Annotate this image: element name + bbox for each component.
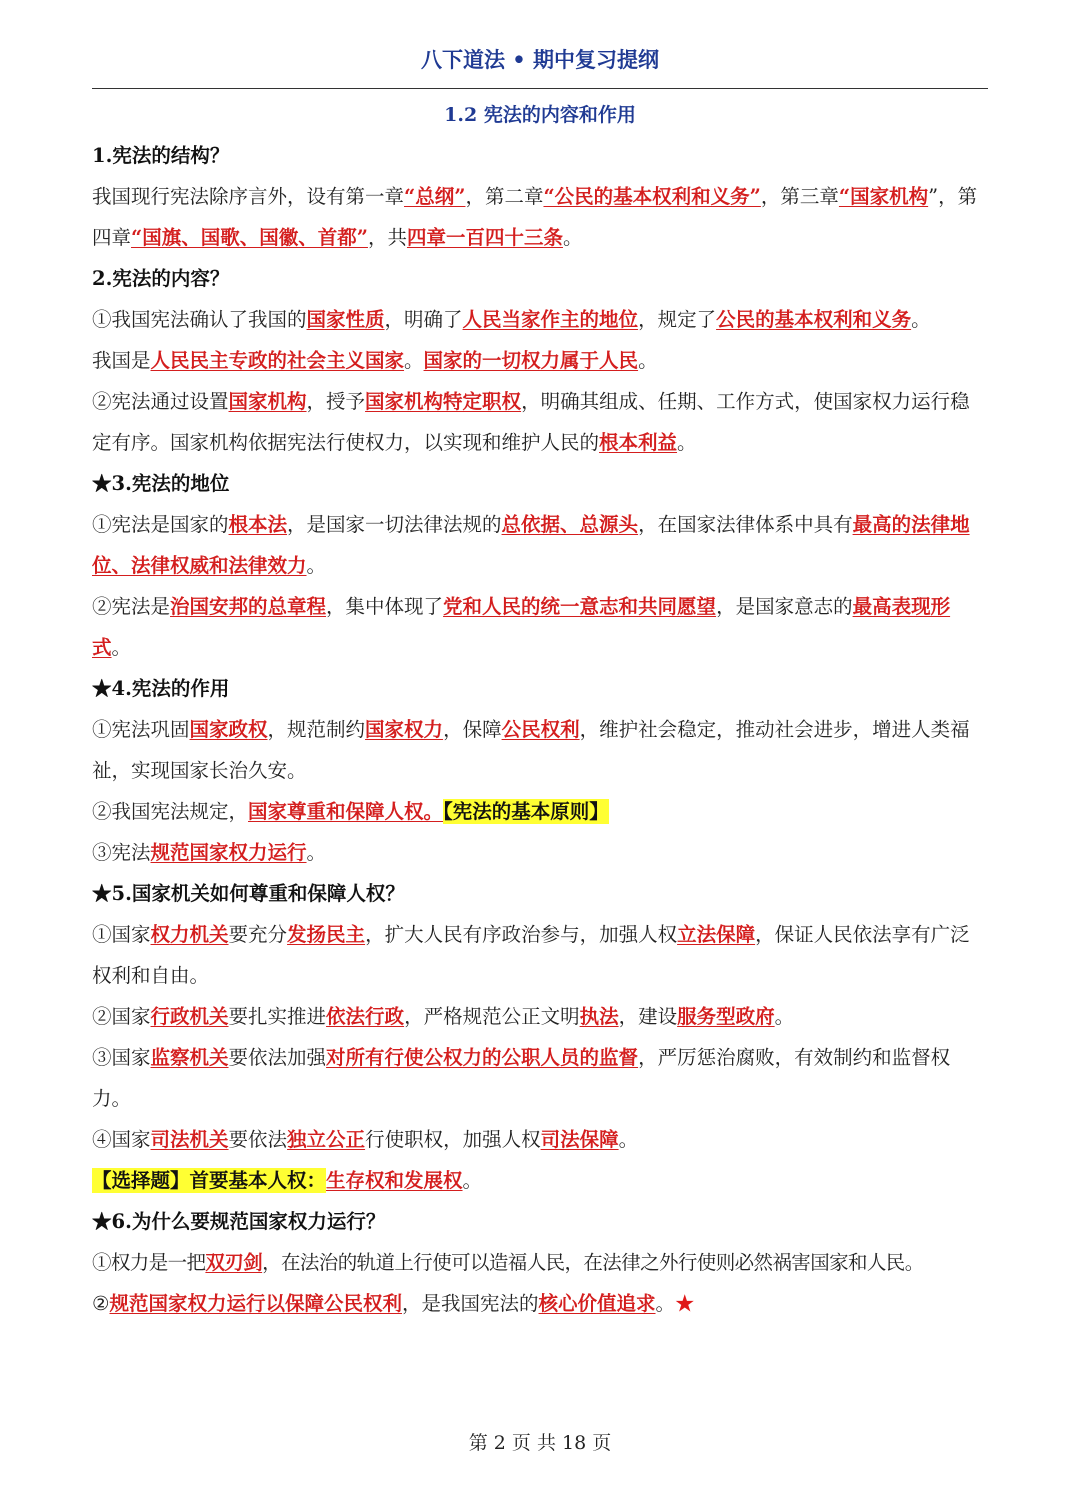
document-header: 八下道法 • 期中复习提纲: [420, 47, 660, 72]
text: ，建设: [618, 1005, 678, 1028]
key-term: 行政机关: [150, 1005, 229, 1028]
text: ，规范制约: [267, 718, 366, 741]
text: 。: [677, 431, 697, 454]
text: ，是我国宪法的: [402, 1292, 539, 1315]
text: ，授予: [306, 390, 366, 413]
highlight-label: 【选择题】首要基本人权：: [92, 1169, 327, 1192]
question-1-answer: [92, 176, 988, 258]
text: ，是国家一切法律法规的: [287, 513, 502, 536]
key-term: 人民民主专政的社会主义国家: [150, 349, 405, 372]
key-term: 立法保障: [677, 923, 756, 946]
text: 。: [562, 226, 583, 249]
question-4-point-3: [92, 832, 988, 873]
text: ，第三章: [760, 185, 839, 208]
key-term: 生存权和发展权: [326, 1169, 463, 1192]
question-3-point-2: [92, 586, 988, 668]
text: ，保障: [443, 718, 502, 741]
key-term: 国家政权: [189, 718, 268, 741]
section-title: 1.2 宪法的内容和作用: [444, 104, 636, 126]
text: ，明确其组成、任期、工作方式，使国家权力运行稳定有序。国家机构依据宪法行使权力，以实现和维护人民的: [92, 390, 970, 454]
text: 要依法: [228, 1128, 288, 1151]
text: ①权力是一把: [92, 1251, 206, 1274]
key-term: 最高的法律地位、法律权威和法律效力: [92, 513, 970, 577]
question-2-point-1b: [92, 340, 988, 381]
text: ，扩大人民有序政治参与，加强人权: [365, 923, 678, 946]
text: ，严格规范公正文明: [404, 1005, 580, 1028]
key-term: “国家机构: [838, 185, 929, 208]
text: 。: [911, 308, 931, 331]
key-term: 权力机关: [150, 923, 229, 946]
text: ，共: [367, 226, 407, 249]
text: ①国家: [92, 923, 151, 946]
key-term: 服务型政府: [677, 1005, 775, 1028]
text: ②国家: [92, 1005, 151, 1028]
text: ①宪法巩固: [92, 718, 190, 741]
key-term: 最高表现形式: [92, 595, 951, 659]
text: ，规定了: [638, 308, 717, 331]
key-term: 党和人民的统一意志和共同愿望: [443, 595, 717, 618]
key-term: 独立公正: [287, 1128, 366, 1151]
key-term: 依法行政: [326, 1005, 405, 1028]
question-5-point-4: [92, 1119, 988, 1160]
question-5-point-1: [92, 914, 988, 996]
text: 。: [774, 1005, 795, 1028]
header-divider: [92, 88, 988, 89]
question-3-point-1: [92, 504, 988, 586]
key-term: 规范国家权力运行: [150, 841, 307, 864]
question-2-point-1: [92, 299, 988, 340]
text: ④国家: [92, 1128, 151, 1151]
outline-content: [92, 135, 988, 1324]
question-2-point-2: [92, 381, 988, 463]
text: ，维护社会稳定，推动社会进步，增进人类福祉，实现国家长治久安。: [92, 718, 970, 782]
text: 要依法加强: [228, 1046, 327, 1069]
text: ”，第四章: [92, 185, 978, 249]
text: ①宪法是国家的: [92, 513, 229, 536]
key-term: 监察机关: [150, 1046, 229, 1069]
text: 要充分: [228, 923, 288, 946]
text: ①我国宪法确认了我国的: [92, 308, 307, 331]
text: 我国是: [92, 349, 151, 372]
key-term: 司法保障: [540, 1128, 619, 1151]
key-term: 发扬民主: [287, 923, 366, 946]
question-5-point-2: [92, 996, 988, 1037]
key-term: 公民的基本权利和义务: [716, 308, 912, 331]
text: ，在法治的轨道上行使可以造福人民，在法律之外行使则必然祸害国家和人民。: [262, 1251, 924, 1274]
key-term: 国家性质: [306, 308, 385, 331]
key-term: 公民权利: [501, 718, 580, 741]
text: ③国家: [92, 1046, 151, 1069]
key-term: 国家权力: [365, 718, 444, 741]
text: ，第二章: [465, 185, 544, 208]
key-term: 规范国家权力运行以保障公民权利: [109, 1292, 402, 1315]
text: ②: [92, 1292, 110, 1315]
text: ，集中体现了: [326, 595, 444, 618]
text: ，保证人民依法享有广泛权利和自由。: [92, 923, 970, 987]
key-term: 总依据、总源头: [501, 513, 639, 536]
star-icon: ★: [675, 1292, 695, 1315]
text: 我国现行宪法除序言外，设有第一章: [92, 185, 405, 208]
key-term: “公民的基本权利和义务”: [543, 185, 761, 208]
page-number: 第 2 页 共 18 页: [468, 1432, 612, 1454]
question-6-point-1: [92, 1242, 988, 1283]
question-4-title: ★4.宪法的作用: [92, 677, 230, 700]
text: 。: [618, 1128, 639, 1151]
text: 。: [638, 349, 658, 372]
key-term: 对所有行使公权力的公职人员的监督: [326, 1046, 639, 1069]
key-term: 国家的一切权力属于人民: [423, 349, 639, 372]
text: 行使职权，加强人权: [365, 1128, 541, 1151]
key-term: 人民当家作主的地位: [462, 308, 639, 331]
text: 。: [462, 1169, 483, 1192]
text: 。: [111, 636, 132, 659]
key-term: 根本法: [228, 513, 288, 536]
text: 。: [655, 1292, 676, 1315]
text: ，严厉惩治腐败，有效制约和监督权力。: [92, 1046, 951, 1110]
key-term: 司法机关: [150, 1128, 229, 1151]
question-5-point-3: [92, 1037, 988, 1119]
key-term: “国旗、国歌、国徽、首都”: [131, 226, 368, 249]
key-term: 核心价值追求: [538, 1292, 656, 1315]
text: ②宪法通过设置: [92, 390, 229, 413]
question-5-title: ★5.国家机关如何尊重和保障人权？: [92, 882, 405, 905]
text: 要扎实推进: [228, 1005, 327, 1028]
question-6-point-2: [92, 1283, 988, 1324]
question-4-point-2: [92, 791, 988, 832]
question-3-title: ★3.宪法的地位: [92, 472, 230, 495]
key-term: 执法: [579, 1005, 619, 1028]
key-term: “总纲”: [404, 185, 466, 208]
highlight-label: 【宪法的基本原则】: [443, 800, 609, 823]
question-4-point-1: [92, 709, 988, 791]
text: ②宪法是: [92, 595, 171, 618]
question-2-title: 2.宪法的内容？: [92, 267, 230, 290]
text: ③宪法: [92, 841, 151, 864]
question-5-note: [92, 1160, 988, 1201]
text: 。: [404, 349, 424, 372]
key-term: 国家机构特定职权: [365, 390, 522, 413]
key-term: 双刃剑: [205, 1251, 263, 1274]
key-term: 根本利益: [599, 431, 678, 454]
question-6-title: ★6.为什么要规范国家权力运行？: [92, 1210, 386, 1233]
text: 。: [306, 554, 327, 577]
key-term: 国家尊重和保障人权。: [248, 800, 444, 823]
text: 。: [306, 841, 327, 864]
key-term: 治国安邦的总章程: [170, 595, 327, 618]
text: ，明确了: [384, 308, 463, 331]
key-term: 四章一百四十三条: [406, 226, 563, 249]
text: ，在国家法律体系中具有: [638, 513, 853, 536]
text: ，是国家意志的: [716, 595, 853, 618]
question-1-title: 1.宪法的结构？: [92, 144, 230, 167]
key-term: 国家机构: [228, 390, 307, 413]
text: ②我国宪法规定，: [92, 800, 249, 823]
